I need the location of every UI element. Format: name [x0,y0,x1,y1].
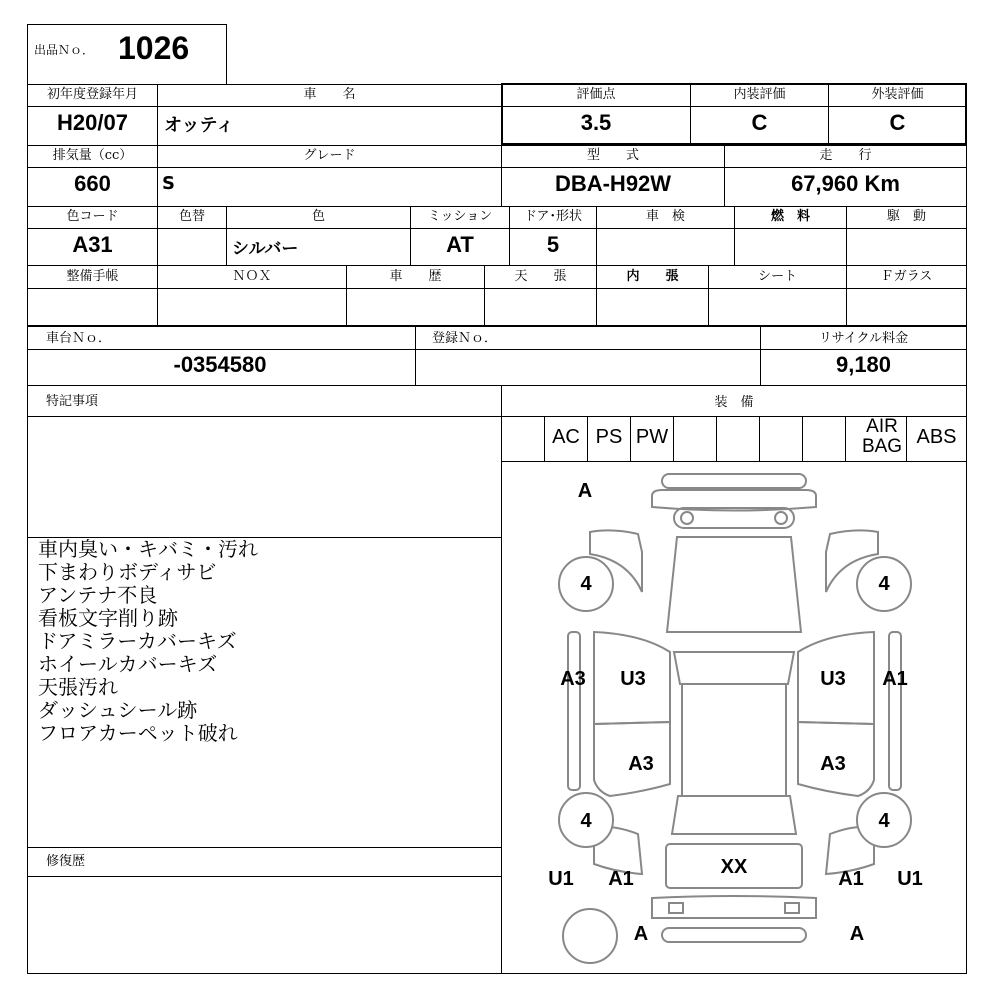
grade-label: グレード [303,148,356,163]
first-registration-label: 初年度登録年月 [46,87,138,102]
equipment-ac: AC [552,426,580,448]
mileage-label: 走 行 [819,148,872,163]
mark-right-front-fender: A1 [882,668,908,690]
mission-value: AT [446,232,474,257]
mark-rear-bumper-right: A [849,923,865,945]
nox-label: ＮＯＸ [232,269,272,284]
color-label: 色 [311,209,325,224]
mark-tire-rear-left: 4 [580,810,592,832]
score-label: 評価点 [576,87,616,102]
mark-front: A [577,480,593,502]
note-item: 看板文字削り跡 [38,606,178,630]
mark-left-rear-door: A3 [628,753,654,775]
note-item: 天張汚れ [38,675,118,699]
displacement-value: 660 [74,171,111,196]
color-code-value: A31 [72,232,113,257]
lot-number: 1026 [118,30,190,66]
mark-left-front-fender: A3 [560,668,586,690]
mark-right-rear-quarter: U1 [897,868,923,890]
mark-rear-bumper-left: A [633,923,649,945]
spare-tire [563,909,617,963]
maintenance-book-label: 整備手帳 [66,269,119,284]
notes-label: 特記事項 [46,394,99,409]
equipment-airbag: AIR BAG [861,416,903,457]
score-value: 3.5 [580,110,612,135]
mark-right-rear-door: A3 [820,753,846,775]
equipment-label: 装 備 [714,395,754,410]
exterior-grade-label: 外装評価 [871,87,924,102]
exterior-grade-value: C [889,110,906,135]
door-shape-label: ドア･形状 [523,209,583,224]
equipment-pw: PW [635,426,669,448]
model-label: 型 式 [586,148,639,163]
ceiling-label: 天 張 [514,269,567,284]
interior-grade-value: C [751,110,768,135]
recycle-fee-label: リサイクル料金 [818,331,909,346]
mark-tire-front-left: 4 [580,573,592,595]
front-glass-label: Ｆガラス [880,269,933,284]
color-change-label: 色替 [178,209,205,224]
displacement-label: 排気量（cc） [52,148,133,163]
grade-value: S [162,173,175,194]
door-value: 5 [546,232,560,257]
interior-grade-label: 内装評価 [733,87,786,102]
mark-tire-rear-right: 4 [878,810,890,832]
lot-number-label: 出品Ｎｏ． [34,43,95,57]
mark-left-rear-quarter: U1 [548,868,574,890]
mark-left-rear: A1 [608,868,634,890]
mark-tire-front-right: 4 [878,573,890,595]
note-item: フロアカーペット破れ [38,721,238,745]
first-registration-value: H20/07 [57,110,128,135]
color-code-label: 色コード [66,209,119,224]
mark-right-front-door: U3 [820,668,846,690]
repair-history-label: 修復歴 [46,854,86,869]
chassis-number-value: -0354580 [173,352,267,377]
recycle-fee-value: 9,180 [835,352,892,377]
interior-trim-label: 内 張 [626,269,679,284]
model-value: DBA-H92W [554,171,672,196]
note-item: ホイールカバーキズ [38,652,218,676]
drive-label: 駆 動 [886,209,926,224]
note-item: 下まわりボディサビ [38,560,217,584]
mark-right-rear: A1 [838,868,864,890]
color-value: シルバー [232,239,299,259]
car-name-label: 車 名 [303,87,356,102]
seat-label: シート [757,269,797,284]
note-item: アンテナ不良 [38,583,158,607]
mission-label: ミッション [427,209,493,224]
car-diagram [502,462,966,973]
chassis-number-label: 車台Ｎｏ． [46,331,112,346]
fuel-label: 燃 料 [770,209,810,224]
mileage-value: 67,960 Km [791,171,900,196]
vehicle-history-label: 車 歴 [389,269,442,284]
mark-left-front-door: U3 [620,668,646,690]
inspection-label: 車 検 [645,209,685,224]
registration-number-label: 登録Ｎｏ． [432,331,498,346]
equipment-ps: PS [595,426,623,448]
mark-rear-center: XX [720,856,748,878]
equipment-abs: ABS [916,426,957,448]
note-item: ダッシュシール跡 [38,698,198,722]
car-name-value: オッティ [164,115,235,136]
note-item: ドアミラーカバーキズ [38,629,237,653]
note-item: 車内臭い・キバミ・汚れ [38,537,258,561]
